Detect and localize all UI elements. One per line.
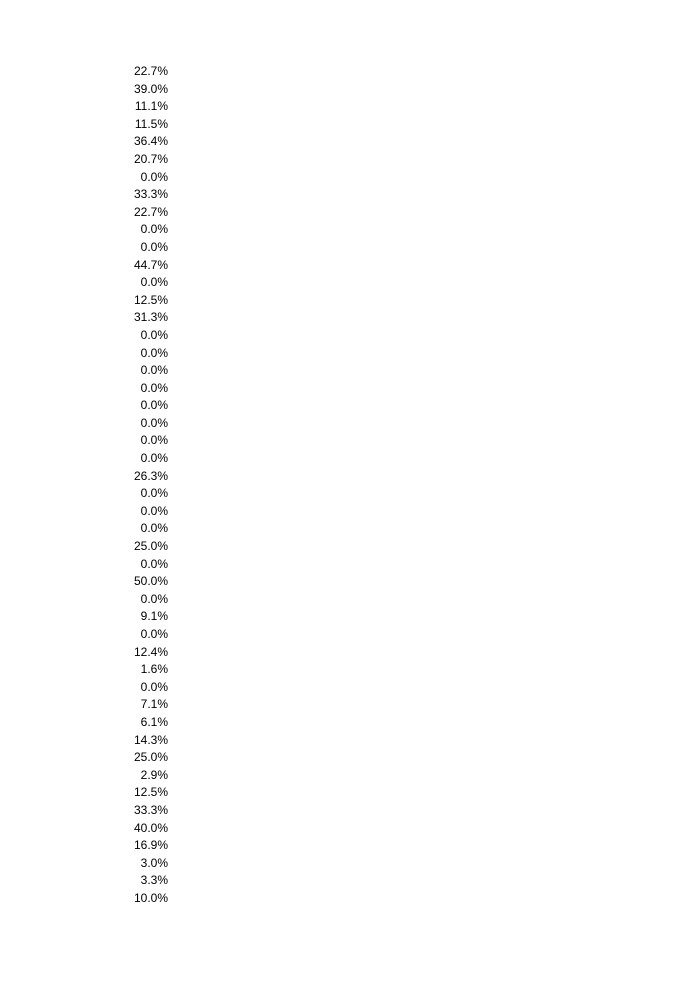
percentage-cell: 11.1% <box>134 99 168 114</box>
percentage-cell: 0.0% <box>140 503 168 518</box>
percentage-cell: 33.3% <box>133 187 168 202</box>
percentage-cell: 6.1% <box>140 714 168 729</box>
percentage-cell: 0.0% <box>140 222 168 237</box>
percentage-cell: 0.0% <box>140 451 168 466</box>
percentage-cell: 0.0% <box>140 556 168 571</box>
percentage-cell: 50.0% <box>133 574 168 589</box>
percentage-cell: 22.7% <box>133 204 168 219</box>
percentage-cell: 9.1% <box>140 609 168 624</box>
percentage-cell: 39.0% <box>133 81 168 96</box>
percentage-cell: 40.0% <box>133 820 168 835</box>
percentage-cell: 0.0% <box>140 398 168 413</box>
percentage-cell: 10.0% <box>133 890 168 905</box>
percentage-cell: 11.5% <box>134 116 168 131</box>
percentage-cell: 0.0% <box>140 486 168 501</box>
percentage-cell: 2.9% <box>140 767 168 782</box>
percentage-cell: 16.9% <box>133 838 168 853</box>
percentage-cell: 0.0% <box>140 275 168 290</box>
percentage-cell: 0.0% <box>140 345 168 360</box>
percentage-cell: 22.7% <box>133 64 168 78</box>
percentage-cell: 12.4% <box>133 644 168 659</box>
percentage-cell: 33.3% <box>133 802 168 817</box>
percentage-cell: 0.0% <box>140 433 168 448</box>
percentage-cell: 25.0% <box>133 539 168 554</box>
percentage-cell: 44.7% <box>133 257 168 272</box>
percentage-cell: 12.5% <box>133 292 168 307</box>
percentage-column <box>110 63 168 908</box>
percentage-cell: 12.5% <box>133 785 168 800</box>
percentage-cell: 20.7% <box>133 151 168 166</box>
percentage-cell: 0.0% <box>140 591 168 606</box>
percentage-cell: 1.6% <box>140 662 168 677</box>
percentage-cell: 31.3% <box>133 310 168 325</box>
percentage-cell: 3.0% <box>140 855 168 870</box>
percentage-cell: 0.0% <box>140 363 168 378</box>
percentage-cell: 0.0% <box>140 169 168 184</box>
percentage-cell: 0.0% <box>140 327 168 342</box>
percentage-cell: 36.4% <box>133 134 168 149</box>
percentage-cell: 14.3% <box>133 732 168 747</box>
percentage-cell: 0.0% <box>140 627 168 641</box>
percentage-cell: 0.0% <box>140 521 168 536</box>
percentage-cell: 0.0% <box>140 239 168 254</box>
percentage-cell: 0.0% <box>140 380 168 395</box>
percentage-cell: 0.0% <box>140 415 168 430</box>
percentage-cell: 7.1% <box>140 697 168 712</box>
percentage-cell: 3.3% <box>140 873 168 888</box>
percentage-cell: 26.3% <box>133 468 168 483</box>
percentage-cell: 0.0% <box>140 679 168 694</box>
percentage-cell: 25.0% <box>133 750 168 765</box>
